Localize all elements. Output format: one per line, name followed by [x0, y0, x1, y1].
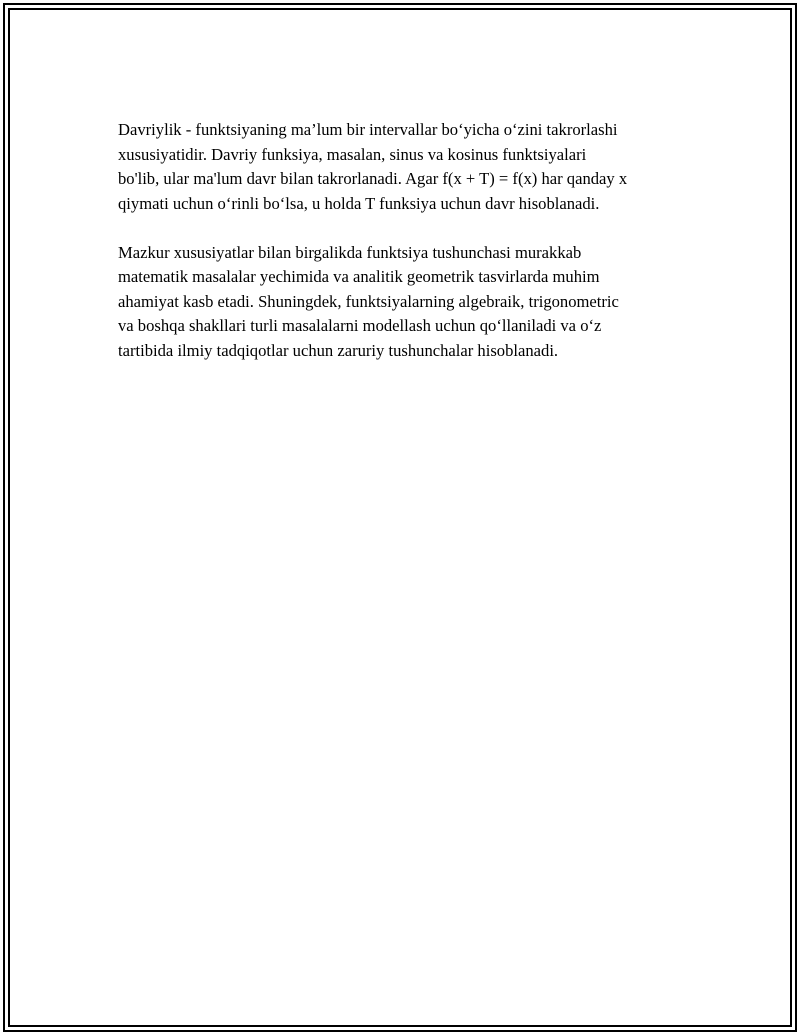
text-line: bo'lib, ular ma'lum davr bilan takrorlanadi. Agar f(x + T) = f(x) har qanday x [118, 169, 628, 188]
text-line: matematik masalalar yechimida va analitik geometrik tasvirlarda muhim [118, 267, 600, 286]
text-line: ahamiyat kasb etadi. Shuningdek, funktsiyalarning algebraik, trigonometric [118, 291, 619, 311]
text-line: xususiyatidir. Davriy funksiya, masalan, sinus va kosinus funktsiyalari [118, 144, 587, 164]
document-body [118, 118, 690, 388]
text-line: Mazkur xususiyatlar bilan birgalikda funktsiya tushunchasi murakkab [118, 242, 582, 262]
text-line: qiymati uchun o‘rinli bo‘lsa, u holda T funksiya uchun davr hisoblanadi. [118, 193, 600, 213]
text-line: Davriylik - funktsiyaning ma’lum bir intervallar bo‘yicha o‘zini takrorlashi [118, 120, 618, 139]
paragraph-function-concept [118, 241, 690, 364]
text-line: tartibida ilmiy tadqiqotlar uchun zaruriy tushunchalar hisoblanadi. [118, 340, 559, 360]
text-line: va boshqa shakllari turli masalalarni modellash uchun qo‘llaniladi va o‘z [118, 316, 602, 335]
paragraph-periodicity [118, 118, 690, 216]
